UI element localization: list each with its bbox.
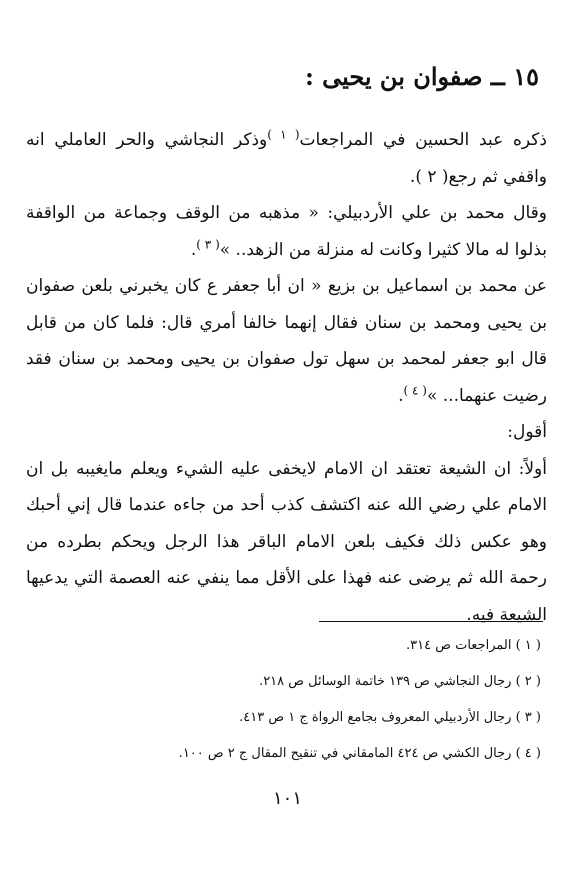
paragraph-1-text-cont: وذكر النجاشي والحر العاملي انه واقفي ثم رجع( ٢ ). <box>26 130 547 187</box>
paragraph-3 <box>26 268 547 414</box>
paragraph-3-text: عن محمد بن اسماعيل بن بزيع « ان أبا جعفر ع كان يخبرني بلعن صفوان بن يحيى ومحمد بن سنان فقال إنهما خالفا أمري قال: فلما كان من قابل قال ابو جعفر لمحمد بن سهل تول صفوان بن يحيى ومحمد بن سنان فقد رضيت عنهما... » <box>26 276 547 406</box>
footnote-ref-1: ( ١ ) <box>267 127 300 142</box>
paragraph-2-text-cont: . <box>190 239 197 260</box>
paragraph-5 <box>26 451 547 634</box>
page-number: ١٠١ <box>272 788 302 809</box>
paragraph-1 <box>26 122 547 195</box>
paragraph-4-text: أقول: <box>507 422 547 442</box>
footnote-ref-3: ( ٣ ) <box>196 236 220 251</box>
paragraph-2 <box>26 195 547 268</box>
footnotes <box>34 628 541 772</box>
paragraph-3-text-cont: . <box>398 385 404 406</box>
paragraph-2-text: وقال محمد بن علي الأردبيلي: « مذهبه من الوقف وجماعة من الواقفة بذلوا له مالا كثيرا وكانت له منزلة من الزهد.. » <box>26 203 547 260</box>
body-text <box>26 122 547 633</box>
footnote-ref-4: ( ٤ ) <box>403 382 427 397</box>
paragraph-5-text: أولاً: ان الشيعة تعتقد ان الامام لايخفى عليه الشيء ويعلم مايغيبه بل ان الامام علي رضي الله عنه اكتشف كذب أحد من جاءه عندما قال إني أحبك وهو عكس ذلك فكيف بلعن الامام الباقر هذا الرجل ويحكم بطرده من رحمة الله ثم يرضى عنه فهذا على الأقل مما ينفي عنه العصمة التي يدعيها الشيعة فيه. <box>26 458 547 625</box>
footnote-4: ( ٤ ) رجال الكشي ص ٤٢٤ المامقاني في تنقيح المقال ج ٢ ص ١٠٠. <box>178 746 541 761</box>
footnote-2: ( ٢ ) رجال النجاشي ص ١٣٩ خاتمة الوسائل ص ٢١٨. <box>259 674 541 689</box>
paragraph-4 <box>26 414 547 451</box>
section-heading: ١٥ ــ صفوان بن يحيى : <box>304 62 539 91</box>
footnote-divider <box>319 621 543 622</box>
footnote-3: ( ٣ ) رجال الأردبيلي المعروف بجامع الرواة ج ١ ص ٤١٣. <box>239 710 541 725</box>
paragraph-1-text: ذكره عبد الحسين في المراجعات <box>299 130 547 150</box>
footnote-1: ( ١ ) المراجعات ص ٣١٤. <box>406 638 541 653</box>
